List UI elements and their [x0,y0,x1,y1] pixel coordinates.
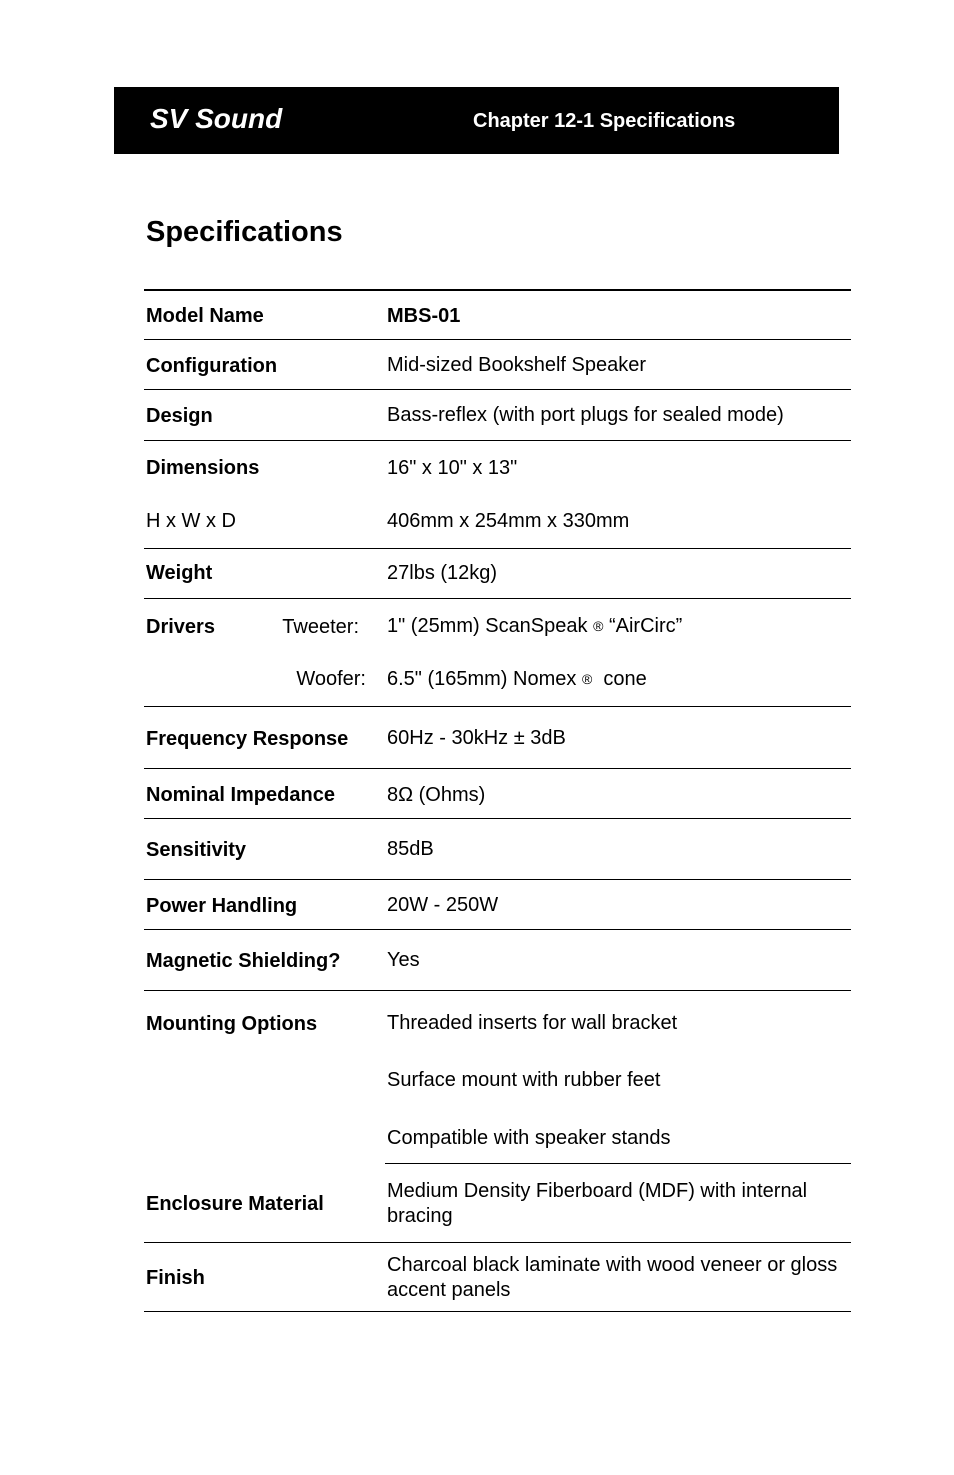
power-label: Power Handling [146,895,298,917]
tweeter-value [387,614,682,639]
enclosure-label: Enclosure Material [146,1193,324,1215]
brand-name: SV Sound [150,103,283,134]
sensitivity-label: Sensitivity [146,839,247,861]
chapter-title: Chapter 12-1 Specifications [473,110,736,132]
row-divider [385,1163,851,1164]
dimensions-sublabel: H x W x D [146,510,236,532]
model-label: Model Name [146,305,264,327]
design-label: Design [146,405,213,427]
shielding-value: Yes [387,949,420,971]
sensitivity-value: 85dB [387,838,434,860]
woofer-label: Woofer: [296,668,366,690]
mounting-option: Compatible with speaker stands [387,1127,671,1149]
registered-mark-icon: ® [581,671,593,687]
power-value: 20W - 250W [387,894,499,916]
enclosure-value: Medium Density Fiberboard (MDF) with internal bracing [387,1180,808,1227]
row-divider [144,879,851,880]
weight-value: 27lbs (12kg) [387,562,498,584]
table-top-rule [144,289,851,291]
dimensions-subvalue: 406mm x 254mm x 330mm [387,510,630,532]
configuration-value: Mid-sized Bookshelf Speaker [387,354,647,376]
impedance-value: 8Ω (Ohms) [387,784,486,806]
model-value: MBS-01 [387,305,461,327]
finish-value: Charcoal black laminate with wood veneer or gloss accent panels [387,1254,838,1301]
weight-label: Weight [146,562,213,584]
row-divider [144,598,851,599]
row-divider [144,1242,851,1243]
mounting-option: Surface mount with rubber feet [387,1069,661,1091]
row-divider [144,768,851,769]
row-divider [144,990,851,991]
registered-mark-icon: ® [593,618,604,634]
row-divider [144,706,851,707]
shielding-label: Magnetic Shielding? [146,950,341,972]
configuration-label: Configuration [146,355,278,377]
tweeter-suffix: “AirCirc” [608,615,683,637]
impedance-label: Nominal Impedance [146,784,335,806]
tweeter-label: Tweeter: [282,616,359,638]
woofer-text: 6.5" (165mm) Nomex [387,668,577,690]
frequency-label: Frequency Response [146,728,349,750]
row-divider [144,818,851,819]
drivers-label: Drivers [146,616,215,638]
dimensions-value: 16" x 10" x 13" [387,457,518,479]
row-divider [144,440,851,441]
dimensions-label: Dimensions [146,457,260,479]
design-value: Bass-reflex (with port plugs for sealed mode) [387,404,784,426]
row-divider [144,929,851,930]
page-title: Specifications [146,216,343,248]
header-bar [114,87,839,154]
table-bottom-rule [144,1311,851,1312]
mounting-label: Mounting Options [146,1013,318,1035]
tweeter-text: 1" (25mm) ScanSpeak [387,615,588,637]
mounting-option: Threaded inserts for wall bracket [387,1012,678,1034]
woofer-suffix: cone [603,668,647,690]
finish-label: Finish [146,1267,205,1289]
woofer-value [387,667,647,692]
row-divider [144,339,851,340]
row-divider [144,548,851,549]
row-divider [144,389,851,390]
frequency-value: 60Hz - 30kHz ± 3dB [387,727,566,749]
